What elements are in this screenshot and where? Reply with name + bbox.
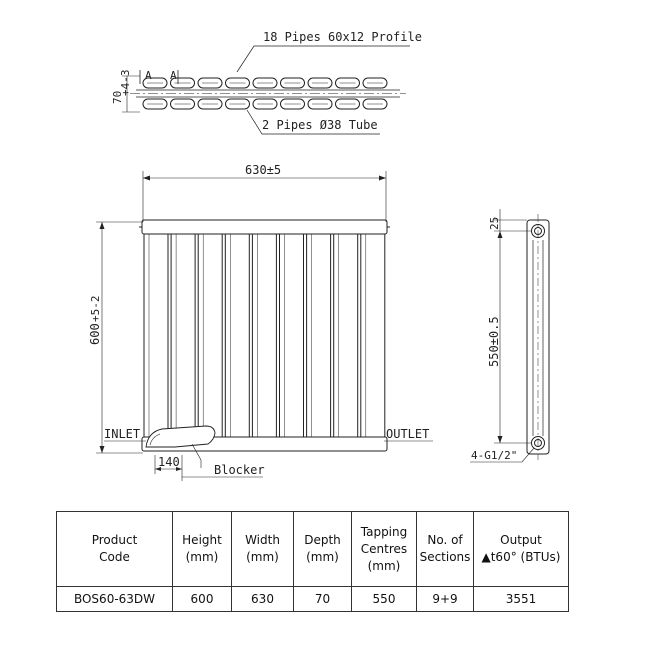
spec-table xyxy=(56,511,569,612)
header-sections: No. of Sections xyxy=(417,512,474,587)
radiator-column xyxy=(334,234,358,437)
outlet-label: OUTLET xyxy=(386,427,430,441)
section-mark-left: A xyxy=(145,69,152,82)
depth-tolerance: +4-3 xyxy=(119,69,132,96)
blocker-offset-dimension: 140 xyxy=(158,455,180,469)
cell-depth: 70 xyxy=(294,587,352,612)
radiator-column xyxy=(198,234,222,437)
header-output: Output ▲t60° (BTUs) xyxy=(474,512,569,587)
pipes-tube-label: 2 Pipes Ø38 Tube xyxy=(262,118,378,132)
tapping-dimension: 550±0.5 xyxy=(487,316,501,367)
radiator-column xyxy=(361,234,385,437)
height-dimension: 600 xyxy=(88,323,102,345)
cell-height: 600 xyxy=(173,587,232,612)
header-depth: Depth (mm) xyxy=(294,512,352,587)
cell-tapping: 550 xyxy=(352,587,417,612)
radiator-column xyxy=(307,234,331,437)
connections-label: 4-G1/2" xyxy=(471,449,518,462)
side-view xyxy=(470,209,549,462)
header-product-code: Product Code xyxy=(57,512,173,587)
radiator-column xyxy=(225,234,249,437)
depth-dimension: 70 xyxy=(111,90,124,104)
cell-sections: 9+9 xyxy=(417,587,474,612)
height-tolerance: +5-2 xyxy=(89,295,102,322)
header-height: Height (mm) xyxy=(173,512,232,587)
inlet-label: INLET xyxy=(104,427,141,441)
pipes-profile-label: 18 Pipes 60x12 Profile xyxy=(263,30,422,44)
section-mark-right: A xyxy=(170,69,177,82)
header-tapping-centres: Tapping Centres (mm) xyxy=(352,512,417,587)
cell-product-code: BOS60-63DW xyxy=(57,587,173,612)
cell-output: 3551 xyxy=(474,587,569,612)
spec-table-row xyxy=(57,587,569,612)
cell-width: 630 xyxy=(232,587,294,612)
radiator-column xyxy=(171,234,195,437)
radiator-column xyxy=(280,234,304,437)
spec-table-header-row xyxy=(57,512,569,587)
width-dimension: 630±5 xyxy=(245,163,282,177)
top-offset-dimension: 25 xyxy=(488,216,501,230)
front-view xyxy=(96,171,433,481)
blocker-label: Blocker xyxy=(214,463,265,477)
header-width: Width (mm) xyxy=(232,512,294,587)
radiator-column xyxy=(252,234,276,437)
radiator-column xyxy=(144,234,168,437)
